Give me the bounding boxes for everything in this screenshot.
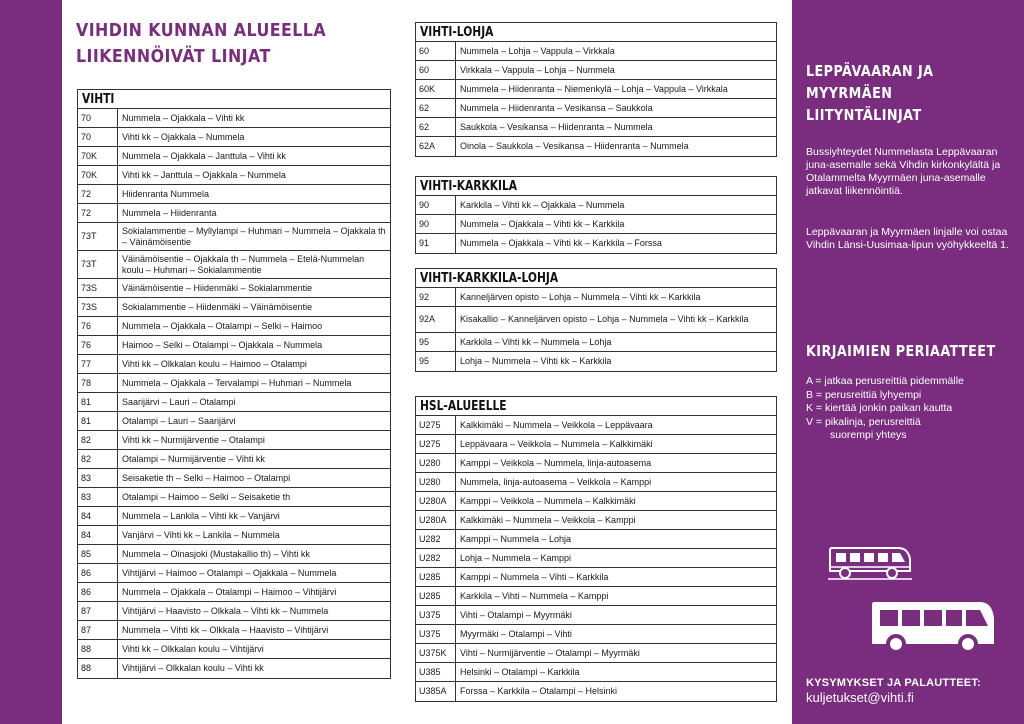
route-code: 76 <box>78 336 118 354</box>
route-code: U385 <box>416 663 456 681</box>
route-description: Karkkila – Vihti – Nummela – Kamppi <box>460 590 609 601</box>
route-description: Nummela – Hiidenranta – Niemenkylä – Lohja – Vappula – Virkkala <box>460 83 728 94</box>
route-code: 81 <box>78 412 118 430</box>
route-row <box>78 488 390 507</box>
route-code: U280A <box>416 511 456 529</box>
route-description: Lohja – Nummela – Vihti kk – Karkkila <box>460 356 612 366</box>
route-row <box>416 215 776 234</box>
route-description: Oinola – Saukkola – Vesikansa – Hiidenranta – Nummela <box>460 141 689 151</box>
route-code: U285 <box>416 568 456 586</box>
route-description: Nummela – Ojakkala – Otalampi – Selki – Haimoo <box>122 320 323 331</box>
route-code: 88 <box>78 640 118 658</box>
route-code: 73S <box>78 298 118 316</box>
route-code: 73S <box>78 279 118 297</box>
bus-icon-large <box>868 598 998 660</box>
route-code: U280A <box>416 492 456 510</box>
route-code: 73T <box>78 251 118 278</box>
route-code: U375K <box>416 644 456 662</box>
route-code: 84 <box>78 507 118 525</box>
route-code: U375 <box>416 606 456 624</box>
route-row <box>416 42 776 61</box>
route-description: Sokialammentie – Hiidenmäki – Väinämöisentie <box>122 301 313 312</box>
route-row <box>416 196 776 215</box>
route-row <box>416 606 776 625</box>
route-description: Vihtijärvi – Haavisto – Olkkala – Vihti kk – Nummela <box>122 605 329 616</box>
route-description: Otalampi – Lauri – Saarijärvi <box>122 415 236 426</box>
route-code: U280 <box>416 473 456 491</box>
route-row <box>78 374 390 393</box>
route-row <box>416 492 776 511</box>
route-description: Haimoo – Selki – Otalampi – Ojakkala – Nummela <box>122 339 323 350</box>
route-description: Karkkila – Vihti kk – Nummela – Lohja <box>460 336 612 347</box>
route-row <box>78 223 390 251</box>
route-code: 73T <box>78 223 118 250</box>
feeder-paragraph-2: Leppävaaran ja Myyrmäen linjalle voi ostaa Vihdin Länsi-Uusimaa-lipun vyöhykkeeltä 1. <box>806 226 1009 251</box>
route-description: Vihti – Nurmijärventie – Otalampi – Myyrmäki <box>460 647 640 658</box>
route-code: 60 <box>416 61 456 79</box>
letters-heading: KIRJAIMIEN PERIAATTEET <box>806 342 996 360</box>
route-description: Leppävaara – Veikkola – Nummela – Kalkkimäki <box>460 438 653 449</box>
route-row <box>78 251 390 279</box>
route-description: Väinämöisentie – Hiidenmäki – Sokialammentie <box>122 282 313 293</box>
letters-legend <box>806 375 1011 443</box>
route-code: 91 <box>416 234 456 253</box>
route-description: Nummela – Lohja – Vappula – Virkkala <box>460 45 615 56</box>
feeder-heading-line-2: MYYRMÄEN <box>806 84 893 102</box>
route-row <box>78 412 390 431</box>
legend-item-b: B = perusreittiä lyhyempi <box>806 388 922 401</box>
legend-item-v: V = pikalinja, perusreittiä <box>806 415 921 428</box>
route-row <box>416 587 776 606</box>
route-code: 83 <box>78 469 118 487</box>
route-code: U275 <box>416 416 456 434</box>
route-row <box>78 659 390 678</box>
route-row <box>416 61 776 80</box>
route-description: Lohja – Nummela – Kamppi <box>460 552 572 563</box>
route-row <box>416 234 776 253</box>
route-code: 90 <box>416 196 456 214</box>
route-code: 86 <box>78 564 118 582</box>
route-row <box>78 317 390 336</box>
route-description: Otalampi – Haimoo – Selki – Seisaketie th <box>122 491 291 502</box>
route-code: 72 <box>78 204 118 222</box>
route-description: Otalampi – Nurmijärventie – Vihti kk <box>122 453 265 464</box>
route-row <box>416 682 776 701</box>
route-code: 87 <box>78 602 118 620</box>
route-description: Kalkkimäki – Nummela – Veikkola – Kamppi <box>460 514 636 525</box>
route-code: 82 <box>78 450 118 468</box>
route-row <box>78 298 390 317</box>
route-row <box>416 118 776 137</box>
contact-heading: KYSYMYKSET JA PALAUTTEET: <box>806 677 981 689</box>
route-description: Vihti kk – Nurmijärventie – Otalampi <box>122 434 265 445</box>
route-description: Nummela – Ojakkala – Janttula – Vihti kk <box>122 150 286 161</box>
route-description: Nummela – Lankila – Vihti kk – Vanjärvi <box>122 510 280 521</box>
route-code: 70 <box>78 128 118 146</box>
route-description: Saukkola – Vesikansa – Hiidenranta – Nummela <box>460 121 653 132</box>
vihti-karkkila-lohja-table-header: VIHTI-KARKKILA-LOHJA <box>416 269 776 288</box>
bus-icon-small <box>826 545 912 581</box>
feeder-heading-line-1: LEPPÄVAARAN JA <box>806 62 934 80</box>
route-code: 70K <box>78 147 118 165</box>
feeder-heading-line-3: LIITYNTÄLINJAT <box>806 106 922 124</box>
route-row <box>78 621 390 640</box>
title-line-2: LIIKENNÖIVÄT LINJAT <box>76 46 271 67</box>
route-description: Vihti kk – Ojakkala – Nummela <box>122 131 245 142</box>
route-description: Myyrmäki – Otalampi – Vihti <box>460 628 572 639</box>
route-description: Kamppi – Veikkola – Nummela, linja-autoasema <box>460 457 652 468</box>
route-code: 87 <box>78 621 118 639</box>
route-code: 70K <box>78 166 118 184</box>
route-description: Forssa – Karkkila – Otalampi – Helsinki <box>460 686 618 696</box>
route-code: 62A <box>416 137 456 156</box>
route-description: Vihti kk – Olkkalan koulu – Haimoo – Otalampi <box>122 358 307 369</box>
route-row <box>78 355 390 374</box>
route-code: U280 <box>416 454 456 472</box>
route-code: U282 <box>416 530 456 548</box>
route-row <box>416 435 776 454</box>
route-description: Karkkila – Vihti kk – Ojakkala – Nummela <box>460 199 625 210</box>
route-row <box>78 336 390 355</box>
route-row <box>78 166 390 185</box>
legend-item-k: K = kiertää jonkin paikan kautta <box>806 402 953 414</box>
route-description: Nummela – Ojakkala – Vihti kk <box>122 112 245 123</box>
route-row <box>78 469 390 488</box>
route-row <box>78 109 390 128</box>
route-description: Kamppi – Nummela – Vihti – Karkkila <box>460 571 609 582</box>
contact-email[interactable]: kuljetukset@vihti.fi <box>806 690 914 705</box>
route-description: Vihti kk – Janttula – Ojakkala – Nummela <box>122 169 286 180</box>
vihti-table-header: VIHTI <box>78 90 390 109</box>
route-description: Vihtijärvi – Olkkalan koulu – Vihti kk <box>122 663 264 673</box>
vihti-routes-table <box>77 89 391 679</box>
title-line-1: VIHDIN KUNNAN ALUEELLA <box>76 20 327 41</box>
route-description: Nummela – Oinasjoki (Mustakallio th) – Vihti kk <box>122 548 310 559</box>
route-code: 84 <box>78 526 118 544</box>
route-code: 90 <box>416 215 456 233</box>
route-row <box>416 625 776 644</box>
route-code: 60 <box>416 42 456 60</box>
route-description: Nummela, linja-autoasema – Veikkola – Kamppi <box>460 476 652 487</box>
route-description: Väinämöisentie – Ojakkala th – Nummela – Etelä-Nummelan koulu – Huhmari – Sokialammentie <box>122 253 365 275</box>
route-description: Nummela – Ojakkala – Tervalampi – Huhmari – Nummela <box>122 377 352 388</box>
route-row <box>416 416 776 435</box>
route-code: U385A <box>416 682 456 701</box>
hsl-table-header: HSL-ALUEELLE <box>416 397 776 416</box>
route-row <box>416 80 776 99</box>
hsl-routes-table <box>415 396 777 702</box>
legend-item-a: A = jatkaa perusreittiä pidemmälle <box>806 375 964 387</box>
route-description: Hiidenranta Nummela <box>122 188 210 199</box>
route-code: 70 <box>78 109 118 127</box>
route-code: 76 <box>78 317 118 335</box>
route-description: Nummela – Hiidenranta – Vesikansa – Saukkola <box>460 102 653 113</box>
route-row <box>78 640 390 659</box>
route-description: Kanneljärven opisto – Lohja – Nummela – Vihti kk – Karkkila <box>460 291 701 302</box>
route-description: Saarijärvi – Lauri – Otalampi <box>122 396 236 407</box>
route-code: 88 <box>78 659 118 678</box>
route-description: Nummela – Vihti kk – Olkkala – Haavisto – Vihtijärvi <box>122 624 329 635</box>
route-code: 77 <box>78 355 118 373</box>
legend-item-v-cont: suorempi yhteys <box>830 429 907 441</box>
route-description: Nummela – Ojakkala – Otalampi – Haimoo – Vihtijärvi <box>122 586 337 597</box>
page-title <box>76 18 340 70</box>
route-row <box>416 549 776 568</box>
route-row <box>78 147 390 166</box>
route-row <box>78 450 390 469</box>
route-code: 81 <box>78 393 118 411</box>
route-row <box>416 137 776 156</box>
route-row <box>416 99 776 118</box>
route-code: 82 <box>78 431 118 449</box>
route-row <box>416 663 776 682</box>
route-row <box>78 204 390 223</box>
route-code: U375 <box>416 625 456 643</box>
route-row <box>78 128 390 147</box>
route-row <box>78 526 390 545</box>
route-row <box>78 583 390 602</box>
route-row <box>78 185 390 204</box>
route-row <box>78 507 390 526</box>
left-color-band <box>0 0 62 724</box>
route-row <box>78 602 390 621</box>
route-row <box>78 431 390 450</box>
route-code: 78 <box>78 374 118 392</box>
route-code: 85 <box>78 545 118 563</box>
route-code: 62 <box>416 99 456 117</box>
route-code: 83 <box>78 488 118 506</box>
route-row <box>78 564 390 583</box>
route-description: Kamppi – Veikkola – Nummela – Kalkkimäki <box>460 495 636 506</box>
route-code: 60K <box>416 80 456 98</box>
route-description: Vanjärvi – Vihti kk – Lankila – Nummela <box>122 529 280 540</box>
route-description: Vihtijärvi – Haimoo – Otalampi – Ojakkala – Nummela <box>122 567 337 578</box>
route-row <box>78 393 390 412</box>
route-row <box>416 307 776 333</box>
route-row <box>416 288 776 307</box>
vihti-lohja-routes-table <box>415 22 777 157</box>
route-description: Virkkala – Vappula – Lohja – Nummela <box>460 64 615 75</box>
route-row <box>416 454 776 473</box>
route-row <box>78 545 390 564</box>
route-code: 72 <box>78 185 118 203</box>
route-description: Sokialammentie – Myllylampi – Huhmari – Nummela – Ojakkala th – Väinämöisentie <box>122 225 386 247</box>
route-code: 62 <box>416 118 456 136</box>
route-row <box>78 279 390 298</box>
vihti-karkkila-routes-table <box>415 176 777 254</box>
route-description: Seisaketie th – Selki – Haimoo – Otalampi <box>122 472 291 483</box>
feeder-lines-heading <box>806 60 933 126</box>
feeder-paragraph-1: Bussiyhteydet Nummelasta Leppävaaran juna-asemalle sekä Vihdin kirkonkylältä ja Otalammelta Myyrmäen juna-asemalle jatkavat liikennöintiä. <box>806 146 1001 197</box>
vihti-lohja-table-header: VIHTI-LOHJA <box>416 23 776 42</box>
vihti-karkkila-table-header: VIHTI-KARKKILA <box>416 177 776 196</box>
route-row <box>416 511 776 530</box>
route-row <box>416 352 776 371</box>
route-code: 86 <box>78 583 118 601</box>
route-description: Kalkkimäki – Nummela – Veikkola – Leppävaara <box>460 419 653 430</box>
route-description: Kamppi – Nummela – Lohja <box>460 533 572 544</box>
route-code: 95 <box>416 333 456 351</box>
route-code: 95 <box>416 352 456 371</box>
vihti-karkkila-lohja-routes-table <box>415 268 777 372</box>
route-description: Nummela – Hiidenranta <box>122 207 217 218</box>
route-description: Nummela – Ojakkala – Vihti kk – Karkkila <box>460 218 625 229</box>
route-code: 92 <box>416 288 456 306</box>
route-description: Vihti kk – Olkkalan koulu – Vihtijärvi <box>122 643 264 654</box>
route-description: Nummela – Ojakkala – Vihti kk – Karkkila – Forssa <box>460 238 662 248</box>
route-code: U285 <box>416 587 456 605</box>
route-row <box>416 644 776 663</box>
route-code: U275 <box>416 435 456 453</box>
route-row <box>416 333 776 352</box>
route-description: Vihti – Otalampi – Myyrmäki <box>460 609 572 620</box>
route-row <box>416 568 776 587</box>
route-description: Helsinki – Otalampi – Karkkila <box>460 666 580 677</box>
route-row <box>416 473 776 492</box>
route-code: U282 <box>416 549 456 567</box>
route-description: Kisakallio – Kanneljärven opisto – Lohja – Nummela – Vihti kk – Karkkila <box>460 314 749 324</box>
route-row <box>416 530 776 549</box>
route-code: 92A <box>416 307 456 332</box>
